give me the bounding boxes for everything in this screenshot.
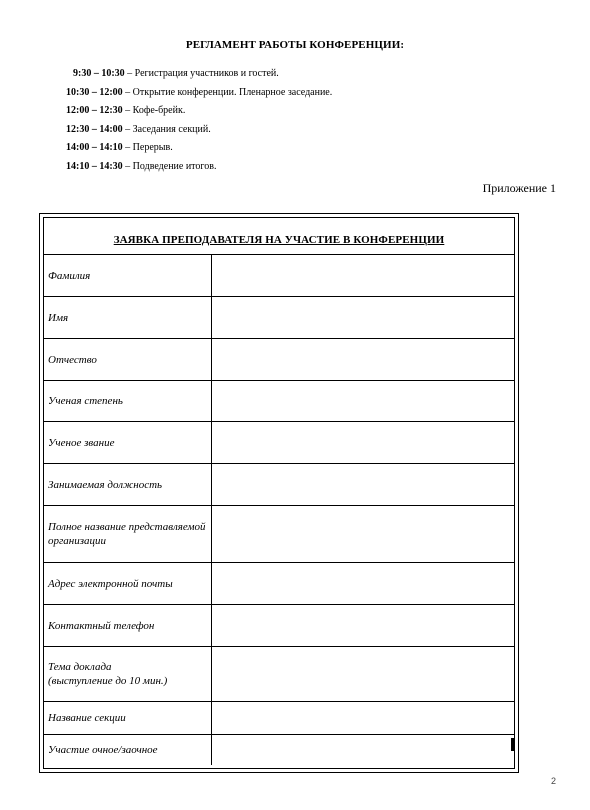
field-label: Отчество: [44, 339, 211, 381]
field-label: Контактный телефон: [44, 605, 211, 647]
schedule-time: 12:00 – 12:30: [66, 105, 123, 117]
field-label: Адрес электронной почты: [44, 563, 211, 605]
field-patronymic-input[interactable]: [211, 339, 514, 381]
field-label: Участие очное/заочное: [44, 735, 211, 765]
field-label: Ученая степень: [44, 381, 211, 422]
schedule-event: – Регистрация участников и гостей.: [124, 68, 279, 79]
field-email-input[interactable]: [211, 563, 514, 605]
schedule-item: [66, 105, 332, 124]
field-position-input[interactable]: [211, 464, 514, 506]
form-header-cell: [44, 218, 514, 255]
schedule-event: – Заседания секций.: [122, 123, 211, 135]
application-table: [44, 218, 514, 765]
schedule-list: [66, 68, 332, 180]
field-phone-input[interactable]: [211, 605, 514, 647]
application-form: [43, 217, 515, 769]
schedule-time: 12:30 – 14:00: [66, 123, 123, 135]
text-cursor-mark: [511, 738, 514, 751]
schedule-item: [66, 124, 332, 143]
field-label: Название секции: [44, 702, 211, 735]
field-label: Ученое звание: [44, 422, 211, 464]
schedule-item: [66, 68, 332, 87]
schedule-event: – Подведение итогов.: [122, 160, 217, 172]
field-label: Фамилия: [44, 255, 211, 297]
field-topic-input[interactable]: [211, 647, 514, 702]
field-surname-input[interactable]: [211, 255, 514, 297]
schedule-item: [66, 87, 332, 106]
field-attendance-input[interactable]: [211, 735, 514, 765]
schedule-event: – Перерыв.: [122, 142, 173, 154]
field-organization-input[interactable]: [211, 506, 514, 563]
field-degree-input[interactable]: [211, 381, 514, 422]
schedule-event: – Кофе-брейк.: [122, 105, 186, 117]
field-label: Полное название представляемой организации: [44, 506, 211, 563]
form-title: ЗАЯВКА ПРЕПОДАВАТЕЛЯ НА УЧАСТИЕ В КОНФЕРЕНЦИИ: [113, 234, 445, 246]
schedule-time: 14:10 – 14:30: [66, 160, 123, 172]
schedule-item: [66, 161, 332, 180]
field-label: Имя: [44, 297, 211, 339]
page-title: РЕГЛАМЕНТ РАБОТЫ КОНФЕРЕНЦИИ:: [185, 39, 405, 51]
schedule-event: – Открытие конференции. Пленарное заседание.: [122, 86, 333, 98]
schedule-item: [66, 142, 332, 161]
appendix-label: Приложение 1: [482, 181, 556, 195]
field-name-input[interactable]: [211, 297, 514, 339]
schedule-time: 9:30 – 10:30: [73, 68, 125, 79]
application-form-frame: [39, 213, 519, 773]
schedule-time: 14:00 – 14:10: [66, 142, 123, 154]
field-section-input[interactable]: [211, 702, 514, 735]
field-label: Занимаемая должность: [44, 464, 211, 506]
field-title-input[interactable]: [211, 422, 514, 464]
schedule-time: 10:30 – 12:00: [66, 86, 123, 98]
page-number: 2: [550, 776, 556, 786]
field-label: Тема доклада (выступление до 10 мин.): [44, 647, 211, 702]
